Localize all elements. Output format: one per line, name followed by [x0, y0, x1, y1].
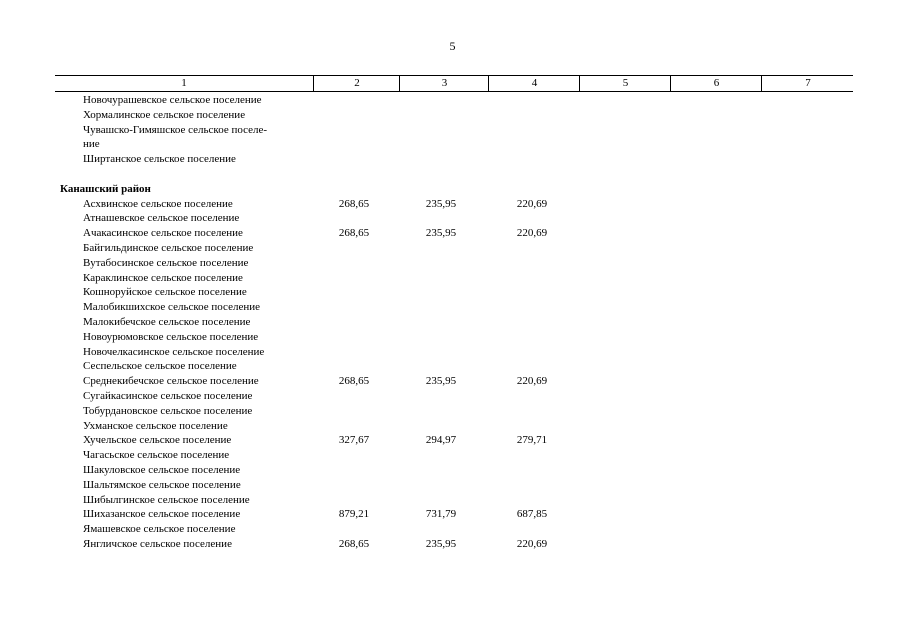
table-column-header: [55, 75, 853, 92]
settlement-name: Ширтанское сельское поселение: [83, 153, 236, 166]
settlement-name: Байгильдинское сельское поселение: [83, 241, 254, 254]
page-number: 5: [449, 39, 456, 53]
table-row: [0, 197, 905, 212]
table-row: [0, 123, 905, 138]
table-row: [0, 389, 905, 404]
value-column-3: 235,95: [425, 197, 457, 210]
settlement-name: Сугайкасинское сельское поселение: [83, 389, 253, 402]
column-header-4: 4: [488, 76, 580, 91]
settlement-name: Новоурюмовское сельское поселение: [83, 330, 259, 343]
column-header-3: 3: [399, 76, 489, 91]
table-row: [0, 493, 905, 508]
settlement-name: Кошноруйское сельское поселение: [83, 286, 247, 299]
table-row: [0, 374, 905, 389]
table-row: [0, 108, 905, 123]
district-name: Канашский район: [60, 182, 151, 195]
settlement-name: Вутабосинское сельское поселение: [83, 256, 249, 269]
value-column-4: 220,69: [516, 375, 548, 388]
value-column-2: 268,65: [338, 227, 370, 240]
column-header-1: 1: [181, 77, 187, 89]
table-row: [0, 330, 905, 345]
district-header-row: [0, 182, 905, 197]
settlement-name: Новочелкасинское сельское поселение: [83, 345, 265, 358]
settlement-name: Шакуловское сельское поселение: [83, 463, 241, 476]
table-row: [0, 463, 905, 478]
table-row: [0, 271, 905, 286]
settlement-name: Атнашевское сельское поселение: [83, 212, 240, 225]
table-row: [0, 226, 905, 241]
table-row: [0, 241, 905, 256]
settlement-name: Шибылгинское сельское поселение: [83, 493, 250, 506]
column-header-5: 5: [579, 76, 671, 91]
table-row: [0, 345, 905, 360]
table-row: [0, 359, 905, 374]
table-row: [0, 315, 905, 330]
value-column-4: 279,71: [516, 434, 548, 447]
table-row: [0, 300, 905, 315]
table-row: [0, 507, 905, 522]
value-column-2: 327,67: [338, 434, 370, 447]
settlement-name: Ямашевское сельское поселение: [83, 523, 236, 536]
settlement-name: Караклинское сельское поселение: [83, 271, 243, 284]
table-body: [0, 93, 905, 552]
value-column-3: 235,95: [425, 537, 457, 550]
table-row: [0, 522, 905, 537]
table-row: [0, 478, 905, 493]
value-column-4: 220,69: [516, 227, 548, 240]
settlement-name: Среднекибечское сельское поселение: [83, 375, 259, 388]
spacer-row: [0, 167, 905, 182]
table-row: [0, 419, 905, 434]
value-column-3: 731,79: [425, 508, 457, 521]
settlement-name: Хормалинское сельское поселение: [83, 108, 246, 121]
settlement-name: Новочурашевское сельское поселение: [83, 94, 262, 106]
settlement-name: Чагасьское сельское поселение: [83, 449, 230, 462]
settlement-name: Ачакасинское сельское поселение: [83, 227, 243, 240]
table-row: [0, 404, 905, 419]
settlement-name: Шихазанское сельское поселение: [83, 508, 241, 521]
value-column-2: 879,21: [338, 508, 370, 521]
settlement-name: ние: [83, 138, 100, 151]
settlement-name: Малобикшихское сельское поселение: [83, 301, 260, 314]
settlement-name: Сеспельское сельское поселение: [83, 360, 237, 373]
value-column-4: 220,69: [516, 537, 548, 550]
value-column-2: 268,65: [338, 537, 370, 550]
settlement-name: Хучельское сельское поселение: [83, 434, 232, 447]
value-column-4: 220,69: [516, 197, 548, 210]
table-row: [0, 537, 905, 552]
value-column-2: 268,65: [338, 375, 370, 388]
settlement-name: Чувашско-Гимяшское сельское поселе-: [83, 123, 268, 136]
table-row: [0, 152, 905, 167]
value-column-3: 294,97: [425, 434, 457, 447]
value-column-4: 687,85: [516, 508, 548, 521]
value-column-3: 235,95: [425, 227, 457, 240]
settlement-name: Шальтямское сельское поселение: [83, 478, 241, 491]
table-row: [0, 211, 905, 226]
settlement-name: Тобурдановское сельское поселение: [83, 404, 253, 417]
settlement-name: Ухманское сельское поселение: [83, 419, 228, 432]
settlement-name: Малокибечское сельское поселение: [83, 315, 251, 328]
table-row: [0, 285, 905, 300]
table-row: [0, 448, 905, 463]
column-header-6: 6: [670, 76, 762, 91]
settlement-name: Янгличское сельское поселение: [83, 537, 232, 550]
value-column-3: 235,95: [425, 375, 457, 388]
column-header-2: 2: [313, 76, 400, 91]
table-row: [0, 93, 905, 108]
settlement-name: Асхвинское сельское поселение: [83, 197, 233, 210]
table-row: [0, 433, 905, 448]
table-row: [0, 256, 905, 271]
table-row: [0, 137, 905, 152]
value-column-2: 268,65: [338, 197, 370, 210]
column-header-7: 7: [761, 76, 854, 91]
